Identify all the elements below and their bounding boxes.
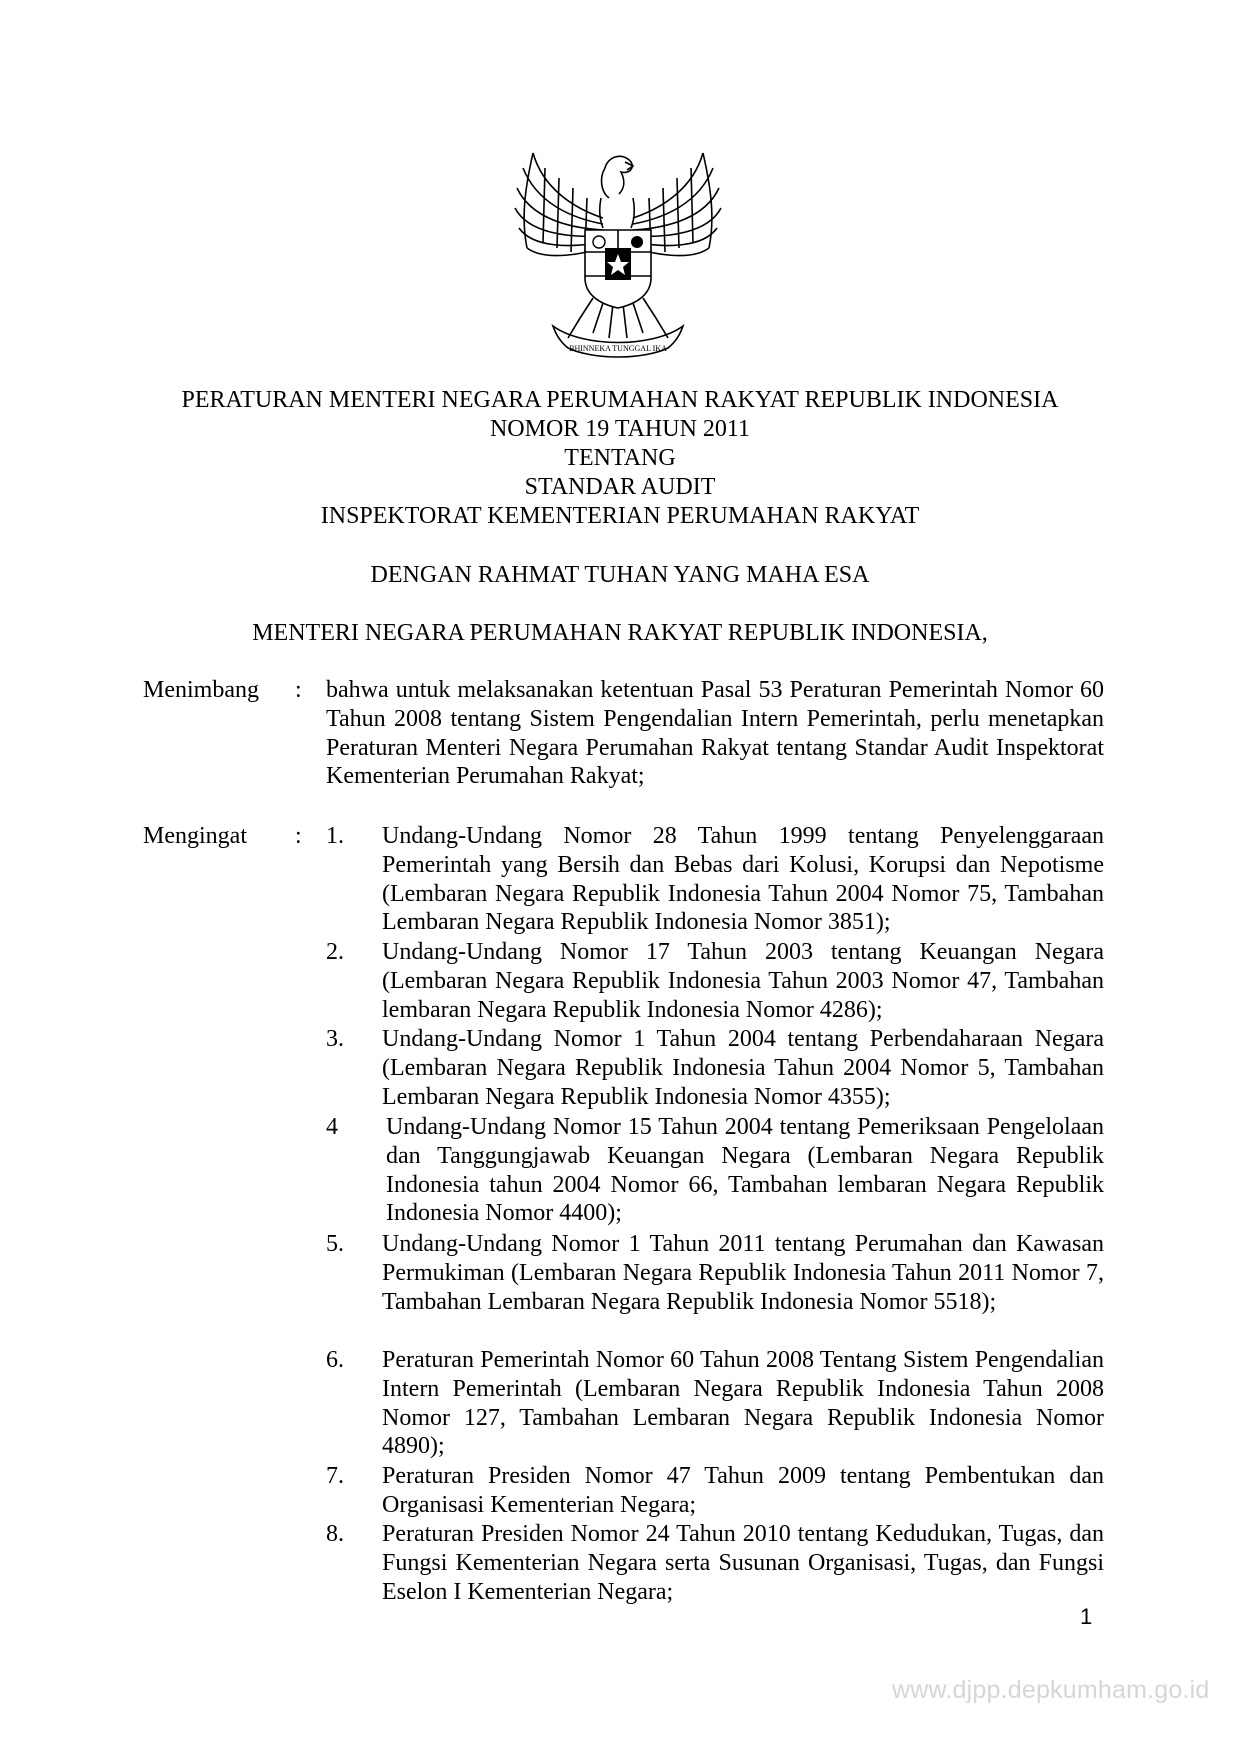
garuda-pancasila-emblem-icon	[513, 148, 723, 360]
minister-heading: MENTERI NEGARA PERUMAHAN RAKYAT REPUBLIK INDONESIA,	[252, 620, 988, 646]
list-item-number: 2.	[326, 939, 344, 965]
list-item: Peraturan Presiden Nomor 47 Tahun 2009 tentang Pembentukan dan Organisasi Kementerian Negara;	[382, 1463, 1104, 1518]
page-number: 1	[1080, 1604, 1093, 1629]
watermark: www.djpp.depkumham.go.id	[892, 1676, 1210, 1704]
list-item-number: 8.	[326, 1521, 344, 1547]
list-item: Undang-Undang Nomor 1 Tahun 2004 tentang Perbendaharaan Negara (Lembaran Negara Republik Indonesia Tahun 2004 Nomor 5, Tambahan Lembaran Negara Republik Indonesia Nomor 4355);	[382, 1026, 1104, 1110]
list-item: Peraturan Presiden Nomor 24 Tahun 2010 tentang Kedudukan, Tugas, dan Fungsi Kementerian Negara serta Susunan Organisasi, Tugas, dan Fungsi Eselon I Kementerian Negara;	[382, 1521, 1104, 1605]
regulation-number: NOMOR 19 TAHUN 2011	[489, 416, 751, 442]
invocation: DENGAN RAHMAT TUHAN YANG MAHA ESA	[370, 562, 870, 588]
list-item-number: 1.	[326, 823, 344, 849]
regulation-institution: INSPEKTORAT KEMENTERIAN PERUMAHAN RAKYAT	[320, 503, 920, 529]
list-item: Undang-Undang Nomor 15 Tahun 2004 tentang Pemeriksaan Pengelolaan dan Tanggungjawab Keuangan Negara (Lembaran Negara Republik Indonesia tahun 2004 Nomor 66, Tambahan lembaran Negara Republik Indonesia Nomor 4400);	[386, 1114, 1104, 1227]
regulation-subject: STANDAR AUDIT	[524, 474, 716, 500]
regulation-title: PERATURAN MENTERI NEGARA PERUMAHAN RAKYAT REPUBLIK INDONESIA	[181, 387, 1059, 413]
svg-text:BHINNEKA TUNGGAL IKA: BHINNEKA TUNGGAL IKA	[569, 344, 667, 353]
menimbang-text: bahwa untuk melaksanakan ketentuan Pasal 53 Peraturan Pemerintah Nomor 60 Tahun 2008 tentang Sistem Pengendalian Intern Pemerintah, perlu menetapkan Peraturan Menteri Negara Perumahan Rakyat tentang Standar Audit Inspektorat Kementerian Perumahan Rakyat;	[326, 677, 1104, 790]
menimbang-label: Menimbang	[143, 677, 259, 703]
menimbang-colon: :	[295, 677, 302, 703]
mengingat-colon: :	[295, 823, 302, 849]
regulation-about: TENTANG	[564, 445, 676, 471]
list-item-number: 3.	[326, 1026, 344, 1052]
list-item-number: 5.	[326, 1231, 344, 1257]
list-item-number: 6.	[326, 1347, 344, 1373]
list-item-number: 7.	[326, 1463, 344, 1489]
list-item: Undang-Undang Nomor 17 Tahun 2003 tentang Keuangan Negara (Lembaran Negara Republik Indonesia Tahun 2003 Nomor 47, Tambahan lembaran Negara Republik Indonesia Nomor 4286);	[382, 939, 1104, 1023]
mengingat-label: Mengingat	[143, 823, 247, 849]
list-item-number: 4	[326, 1114, 338, 1140]
list-item: Undang-Undang Nomor 1 Tahun 2011 tentang Perumahan dan Kawasan Permukiman (Lembaran Negara Republik Indonesia Tahun 2011 Nomor 7, Tambahan Lembaran Negara Republik Indonesia Nomor 5518);	[382, 1231, 1104, 1315]
list-item: Undang-Undang Nomor 28 Tahun 1999 tentang Penyelenggaraan Pemerintah yang Bersih dan Bebas dari Kolusi, Korupsi dan Nepotisme (Lembaran Negara Republik Indonesia Tahun 2004 Nomor 75, Tambahan Lembaran Negara Republik Indonesia Nomor 3851);	[382, 823, 1104, 936]
list-item: Peraturan Pemerintah Nomor 60 Tahun 2008 Tentang Sistem Pengendalian Intern Pemerintah (Lembaran Negara Republik Indonesia Tahun 2008 Nomor 127, Tambahan Lembaran Negara Republik Indonesia Nomor 4890);	[382, 1347, 1104, 1460]
